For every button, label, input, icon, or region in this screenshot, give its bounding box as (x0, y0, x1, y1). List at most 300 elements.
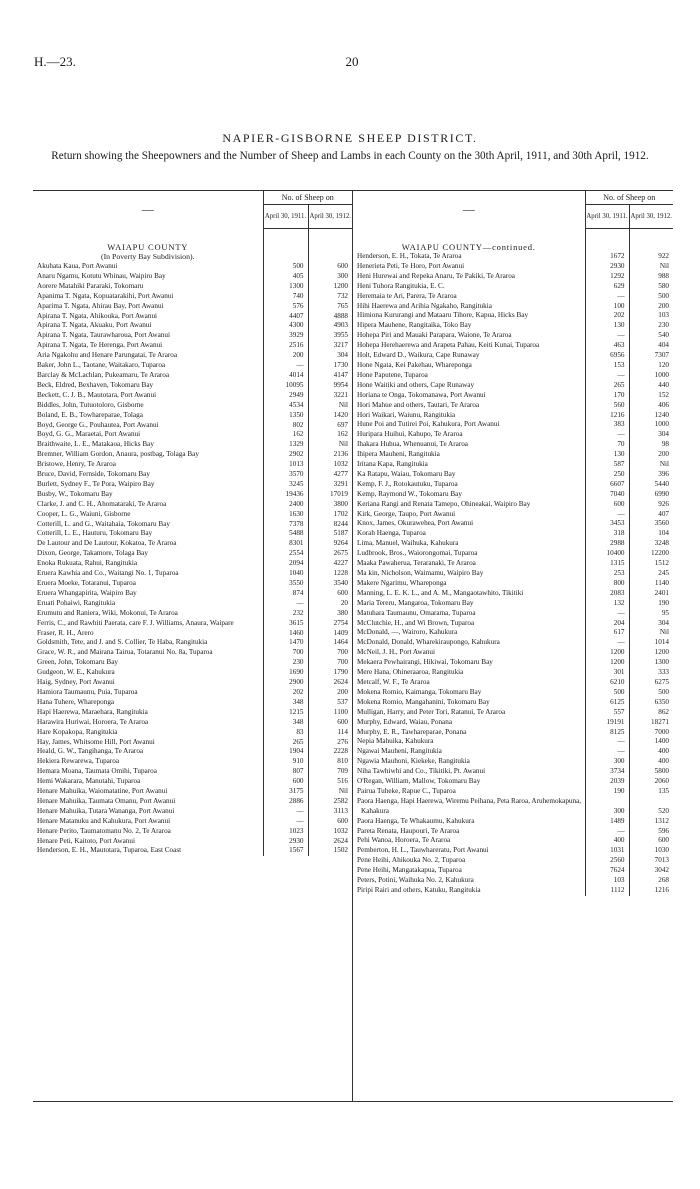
sheep-1911: 3615 (263, 619, 308, 629)
table-row (33, 569, 352, 579)
table-row (353, 757, 673, 767)
sheep-count-header: No. of Sheep on (585, 191, 673, 205)
owner-name: Kemp, Raymond W., Tokomaru Bay (357, 489, 462, 498)
table-row (33, 490, 352, 500)
table-row (353, 718, 673, 728)
sheep-1912: 152 (629, 391, 673, 401)
sheep-1912: 922 (629, 252, 673, 262)
table-row (33, 480, 352, 490)
owner-name: Green, John, Tokomaru Bay (37, 658, 119, 667)
year-1912-header: April 30, 1912. (629, 205, 673, 229)
sheep-1911: 1200 (585, 658, 629, 668)
owner-name: Apirana T. Ngata, Taurawharoua, Port Awanui (37, 331, 170, 340)
table-row (353, 381, 673, 391)
sheep-1912: 7000 (629, 728, 673, 738)
sheep-1912: 2624 (308, 837, 352, 847)
sheep-1911: 500 (263, 262, 308, 272)
sheep-1911: 7378 (263, 520, 308, 530)
sheep-1912: 400 (629, 757, 673, 767)
owner-name: Heald, G. W., Tangihanga, Te Araroa (37, 747, 144, 756)
owner-name: Biddles, John, Tutuotoloro, Gisborne (37, 400, 144, 409)
sheep-1911: 253 (585, 569, 629, 579)
sheep-1911: 2560 (585, 856, 629, 866)
table-row (353, 480, 673, 490)
table-row (33, 421, 352, 431)
page-number: 20 (345, 54, 359, 69)
sheep-1911: 70 (585, 440, 629, 450)
sheep-tables (33, 190, 673, 1102)
table-row (353, 371, 673, 381)
sheep-1911: 463 (585, 341, 629, 351)
table-row (353, 886, 673, 896)
table-row (33, 500, 352, 510)
sheep-1911: 383 (585, 420, 629, 430)
owner-name: Cooper, L. G., Waiuni, Gisborne (37, 509, 131, 518)
owner-name: Holt, Edward D., Waikura, Cape Runaway (357, 351, 480, 360)
owner-name: Baker, John L., Taotane, Waitakaro, Tuparoa (37, 361, 166, 370)
table-row (33, 549, 352, 559)
sheep-1912: 1409 (308, 629, 352, 639)
table-row (353, 510, 673, 520)
table-row (33, 529, 352, 539)
sheep-1912: 500 (629, 292, 673, 302)
sheep-1912: 537 (308, 698, 352, 708)
owner-name: Ka Ratapu, Waiau, Tokomaru Bay (357, 469, 456, 478)
owner-name: Barclay & McLachlan, Pukeamaru, Te Araroa (37, 370, 170, 379)
table-row (353, 589, 673, 599)
table-row (353, 341, 673, 351)
sheep-1912: 120 (629, 361, 673, 371)
sheep-1911: 557 (585, 708, 629, 718)
sheep-1912: 6350 (629, 698, 673, 708)
sheep-1911: 2930 (585, 262, 629, 272)
table-row (353, 846, 673, 856)
sheep-1912: 1200 (629, 648, 673, 658)
sheep-1911: 1329 (263, 440, 308, 450)
sheep-1911: 400 (585, 836, 629, 846)
owner-name: Beck, Eldred, Bexhaven, Tokomaru Bay (37, 380, 154, 389)
owner-name: Fraser, R. H., Arero (37, 628, 94, 637)
table-row (33, 361, 352, 371)
owner-name: Harawira Huriwai, Horoera, Te Araroa (37, 717, 149, 726)
sheep-1912: 4227 (308, 559, 352, 569)
sheep-1912: 304 (308, 351, 352, 361)
sheep-1912: 1240 (629, 411, 673, 421)
sheep-1912: 1702 (308, 510, 352, 520)
sheep-1911: 7040 (585, 490, 629, 500)
sheep-1912: 190 (629, 599, 673, 609)
table-row (33, 698, 352, 708)
sheep-1911: 4407 (263, 312, 308, 322)
sheep-1912: 697 (308, 421, 352, 431)
table-row (353, 777, 673, 787)
sheep-1912: 304 (629, 430, 673, 440)
sheep-1912: 380 (308, 609, 352, 619)
sheep-count-header: No. of Sheep on (263, 191, 352, 205)
owner-name: Eruera Kawhia and Co., Waitangi No. 1, Tuparoa (37, 569, 179, 578)
sheep-1912: 988 (629, 272, 673, 282)
sheep-1911: 4300 (263, 321, 308, 331)
sheep-1911: 1292 (585, 272, 629, 282)
owner-name: Mekaera Pewhairangi, Hikiwai, Tokomaru Bay (357, 658, 493, 667)
year-1911-header: April 30, 1911. (263, 205, 308, 229)
sheep-1911: 153 (585, 361, 629, 371)
sheep-1912: 1140 (629, 579, 673, 589)
sheep-1912: 862 (629, 708, 673, 718)
sheep-1912: 540 (629, 331, 673, 341)
sheep-1912: 3955 (308, 331, 352, 341)
sheep-1912: 3248 (629, 539, 673, 549)
sheep-1912: 3221 (308, 391, 352, 401)
sheep-1911: 3245 (263, 480, 308, 490)
owner-name: Hana Tuhere, Whareponga (37, 697, 115, 706)
sheep-1912: 3560 (629, 519, 673, 529)
county-heading: WAIAPU COUNTY—continued. (401, 242, 536, 252)
sheep-1912: 700 (308, 648, 352, 658)
sheep-1912: 5440 (629, 480, 673, 490)
sheep-1912: 1032 (308, 827, 352, 837)
sheep-1912: 404 (629, 341, 673, 351)
owner-name: Burlett, Sydney F., Te Pora, Waipiro Bay (37, 479, 155, 488)
owner-header: — (462, 202, 475, 217)
owner-name: Metcalf, W. F., Te Araroa (357, 677, 430, 686)
table-row (33, 629, 352, 639)
table-row (33, 292, 352, 302)
sheep-1912: 516 (308, 777, 352, 787)
sheep-1912: 7307 (629, 351, 673, 361)
sheep-1912: 114 (308, 728, 352, 738)
sheep-1911: 6125 (585, 698, 629, 708)
owner-name: Murphy, E. R., Tawhareparae, Ponana (357, 727, 467, 736)
owner-name: Haig, Sydney, Port Awanui (37, 678, 115, 687)
sheep-1912: 1030 (629, 846, 673, 856)
sheep-1911: — (585, 430, 629, 440)
table-row (353, 638, 673, 648)
sheep-1912: 407 (629, 510, 673, 520)
table-row (33, 837, 352, 847)
sheep-1912: 926 (629, 500, 673, 510)
sheep-1912: 3042 (629, 866, 673, 876)
sheep-1912: 2675 (308, 549, 352, 559)
sheep-1912: 580 (629, 282, 673, 292)
sheep-1911: 204 (585, 619, 629, 629)
sheep-1912: 98 (629, 440, 673, 450)
table-row (33, 668, 352, 678)
sheep-1912: 1014 (629, 638, 673, 648)
sheep-1912: Nil (629, 628, 673, 638)
sheep-1912: Nil (308, 787, 352, 797)
right-table (353, 191, 673, 896)
sheep-1911: 265 (263, 738, 308, 748)
sheep-1911: 1489 (585, 817, 629, 827)
sheep-1911: 19191 (585, 718, 629, 728)
sheep-1912: 732 (308, 292, 352, 302)
sheep-1911: 132 (585, 599, 629, 609)
owner-name: Henare Perito, Taumatomanu No. 2, Te Araroa (37, 826, 171, 835)
sheep-1912: 95 (629, 609, 673, 619)
sheep-1911: 348 (263, 698, 308, 708)
sheep-1911: — (585, 510, 629, 520)
sheep-1912: 104 (629, 529, 673, 539)
sheep-1912: 18271 (629, 718, 673, 728)
sheep-1912: 6990 (629, 490, 673, 500)
owner-name: Hune Poi and Tutirei Poi, Kahukura, Port Awanui (357, 420, 500, 429)
table-row (33, 579, 352, 589)
sheep-1912: 600 (308, 262, 352, 272)
page-reference: H.—23. (34, 54, 76, 69)
table-row (33, 797, 352, 807)
sheep-1911: 3550 (263, 579, 308, 589)
owner-name: Ngawia Mauhoni, Kiekeke, Rangitukia (357, 757, 470, 766)
owner-name: Pehi Wanoa, Horoera, Te Araroa (357, 836, 451, 845)
sheep-1912: 2401 (629, 589, 673, 599)
table-row (33, 321, 352, 331)
sheep-1911: 190 (585, 787, 629, 797)
owner-name: Pene Heihi, Mangatakapua, Tuparoa (357, 866, 462, 875)
sheep-1912: 304 (629, 619, 673, 629)
table-row (353, 420, 673, 430)
owner-name: Boyd, George G., Pouhautea, Port Awanui (37, 420, 159, 429)
sheep-1912: 2060 (629, 777, 673, 787)
sheep-1912: 1100 (308, 708, 352, 718)
owner-name: Mulligan, Harry, and Peter Tori, Ratanui, Te Araroa (357, 707, 506, 716)
sheep-1911: 740 (263, 292, 308, 302)
sheep-1911: 600 (585, 500, 629, 510)
table-row (353, 559, 673, 569)
owner-name: Lima, Manuel, Waihuka, Kahukura (357, 539, 459, 548)
table-row (33, 411, 352, 421)
table-row (33, 827, 352, 837)
owner-name: Bristowe, Henry, Te Araroa (37, 460, 116, 469)
sheep-1912: 2754 (308, 619, 352, 629)
sheep-1911: 1460 (263, 629, 308, 639)
sheep-1911: — (263, 599, 308, 609)
sheep-1912: 1730 (308, 361, 352, 371)
sheep-1912: 162 (308, 430, 352, 440)
sheep-1912: 440 (629, 381, 673, 391)
table-row (353, 519, 673, 529)
sheep-1912: 4888 (308, 312, 352, 322)
sheep-1911: — (585, 331, 629, 341)
sheep-1912: 600 (629, 836, 673, 846)
sheep-1912: 6275 (629, 678, 673, 688)
sheep-1911: 874 (263, 589, 308, 599)
table-row (33, 648, 352, 658)
owner-name: Hare Kopakopa, Rangitukia (37, 727, 118, 736)
sheep-1912: 276 (308, 738, 352, 748)
sheep-1911: 3929 (263, 331, 308, 341)
owner-name: Hamiora Taumaunu, Puia, Tuparoa (37, 687, 138, 696)
owner-name: Anaru Ngamu, Kotutu Whinau, Waipiro Bay (37, 271, 166, 280)
owner-name: Heni Hurewai and Repeka Anaru, Te Pakiki, Te Araroa (357, 271, 515, 280)
sheep-1911: 202 (263, 688, 308, 698)
owner-name: Henare Peti, Kaitoto, Port Awanui (37, 836, 135, 845)
owner-name: Paora Haenga, Hapi Haerewa, Wiremu Peihana, Peta Raroa, Aruhemokapuna, Kahakura (357, 796, 582, 815)
sheep-1912: 520 (629, 797, 673, 817)
table-row (33, 381, 352, 391)
sheep-1911: 162 (263, 430, 308, 440)
table-row (33, 351, 352, 361)
sheep-1912: 3800 (308, 500, 352, 510)
owner-name: Maria Tereru, Mangaroa, Tokomaru Bay (357, 598, 474, 607)
owner-name: Braithwaite, L. E., Matakaoa, Hicks Bay (37, 440, 154, 449)
sheep-1912: 300 (308, 272, 352, 282)
table-row (353, 698, 673, 708)
table-row (353, 302, 673, 312)
sheep-1912: 1200 (308, 282, 352, 292)
table-row (353, 351, 673, 361)
owner-name: Hohepa Herehaerewa and Arapeta Pahau, Keiti Kunai, Tuparoa (357, 341, 540, 350)
table-row (353, 668, 673, 678)
sheep-1911: 700 (263, 648, 308, 658)
sheep-1911: 800 (585, 579, 629, 589)
table-row (353, 866, 673, 876)
owner-name: Peters, Potini, Waihuka No. 2, Kahukura (357, 876, 474, 885)
sheep-1912: 20 (308, 599, 352, 609)
sheep-1912: 12200 (629, 549, 673, 559)
owner-name: Eruera Whangapirita, Waipiro Bay (37, 588, 137, 597)
sheep-1912: 500 (629, 688, 673, 698)
table-row (353, 450, 673, 460)
sheep-1911: 202 (585, 311, 629, 321)
owner-name: Ferris, C., and Rawhiti Paerata, care F. J. Williams, Anaura, Waipare (37, 618, 234, 627)
sheep-1912: 1228 (308, 569, 352, 579)
sheep-1912: 4277 (308, 470, 352, 480)
table-row (353, 569, 673, 579)
sheep-1912: 1512 (629, 559, 673, 569)
sheep-1911: 8301 (263, 539, 308, 549)
sheep-1912: 1032 (308, 460, 352, 470)
owner-name: Hone Paputene, Tuparoa (357, 370, 428, 379)
table-row (33, 747, 352, 757)
sheep-1911: — (585, 747, 629, 757)
table-row (33, 757, 352, 767)
owner-name: Hemi Wakarara, Manutahi, Tuparoa (37, 777, 141, 786)
table-row (33, 658, 352, 668)
sheep-1911: 2400 (263, 500, 308, 510)
sheep-1911: 103 (585, 876, 629, 886)
sheep-1911: 1567 (263, 846, 308, 856)
table-row (353, 460, 673, 470)
sheep-1911: 250 (585, 470, 629, 480)
owner-name: Hone Ngata, Kei Pakehau, Whareponga (357, 360, 472, 369)
sheep-1912: 200 (629, 450, 673, 460)
owner-name: Boland, E. B., Towhareparae, Tolaga (37, 410, 143, 419)
sheep-1912: 600 (308, 589, 352, 599)
sheep-1912: 1000 (629, 420, 673, 430)
sheep-1912: 135 (629, 787, 673, 797)
table-row (33, 460, 352, 470)
sheep-1912: 7013 (629, 856, 673, 866)
sheep-1911: — (585, 638, 629, 648)
table-row (33, 708, 352, 718)
owner-name: Huripara Huihui, Kahupo, Te Araroa (357, 430, 463, 439)
sheep-1911: 265 (585, 381, 629, 391)
sheep-1912: 1216 (629, 886, 673, 896)
owner-name: Mere Hana, Ohineraaroa, Rangitukia (357, 668, 464, 677)
year-1912-header: April 30, 1912. (308, 205, 352, 229)
table-row (353, 708, 673, 718)
table-row (33, 738, 352, 748)
owner-name: Manning, L. E. K. L., and A. M., Mangaotawhito, Tikitiki (357, 588, 524, 597)
owner-name: Horiana te Onga, Tokomanawa, Port Awanui (357, 390, 486, 399)
table-row (353, 311, 673, 321)
sheep-1911: 300 (585, 797, 629, 817)
sheep-1911: 130 (585, 321, 629, 331)
sheep-1912: 103 (629, 311, 673, 321)
sheep-1911: 2988 (585, 539, 629, 549)
table-row (33, 718, 352, 728)
table-row (33, 272, 352, 282)
sheep-1911: 1672 (585, 252, 629, 262)
sheep-1911: 4534 (263, 401, 308, 411)
owner-name: Henerieta Peti, Te Horo, Port Awanui (357, 261, 465, 270)
owner-name: Hipera Mauhene, Rangitaika, Toko Bay (357, 321, 472, 330)
table-row (353, 609, 673, 619)
table-row (353, 579, 673, 589)
sheep-1912: 245 (629, 569, 673, 579)
table-row (353, 490, 673, 500)
table-row (353, 529, 673, 539)
sheep-1911: 576 (263, 302, 308, 312)
table-row (33, 787, 352, 797)
owner-name: Maaka Pawaherua, Teraranaki, Te Araroa (357, 559, 476, 568)
owner-name: Henare Mahuika, Tutara Wananga, Port Awanui (37, 806, 175, 815)
owner-name: Heremaia te Ari, Parera, Te Araroa (357, 291, 457, 300)
table-row (353, 361, 673, 371)
sheep-1912: 3291 (308, 480, 352, 490)
owner-name: Ludbrook, Bros., Waiorongomai, Tuparoa (357, 549, 478, 558)
sheep-1912: 3540 (308, 579, 352, 589)
sheep-1911: 2094 (263, 559, 308, 569)
sheep-1912: 2624 (308, 678, 352, 688)
sheep-1911: — (585, 609, 629, 619)
table-row (353, 500, 673, 510)
owner-name: Henare Mahuika, Taumata Omanu, Port Awanui (37, 796, 176, 805)
sheep-1911: 1630 (263, 510, 308, 520)
sheep-1912: 406 (629, 401, 673, 411)
sheep-1912: 1464 (308, 638, 352, 648)
sheep-1911: 807 (263, 767, 308, 777)
sheep-1912: 200 (629, 302, 673, 312)
table-row (33, 440, 352, 450)
owner-name: Murphy, Edward, Waiau, Ponana (357, 717, 453, 726)
sheep-1912: 810 (308, 757, 352, 767)
sheep-1912: 8244 (308, 520, 352, 530)
table-row (33, 401, 352, 411)
owner-name: Nepia Mahuika, Kahukura (357, 737, 434, 746)
owner-name: Busby, W., Tokomaru Bay (37, 489, 113, 498)
sheep-1911: — (263, 807, 308, 817)
sheep-1912: Nil (308, 401, 352, 411)
table-row (353, 391, 673, 401)
owner-name: Hihi Haerewa and Arihia Ngakaho, Rangitukia (357, 301, 492, 310)
sheep-1911: 405 (263, 272, 308, 282)
owner-name: Aria Ngakohu and Henare Parungatai, Te Araroa (37, 351, 178, 360)
sheep-1912: 4903 (308, 321, 352, 331)
owner-name: Iritana Kapa, Rangitukia (357, 460, 428, 469)
owner-name: Ma kin, Nicholson, Waimamu, Waipiro Bay (357, 569, 484, 577)
owner-name: Pemberton, H. L., Tauwhareratu, Port Awanui (357, 846, 489, 855)
sheep-1911: 600 (263, 777, 308, 787)
table-row (33, 470, 352, 480)
owner-name: Grace, W. R., and Mairana Tairua, Totaranui No. 8a, Tuparoa (37, 648, 213, 657)
owner-name: Boyd, G. G., Maraetai, Port Awanui (37, 430, 141, 439)
owner-name: Akuhata Kaua, Port Awanui (37, 262, 118, 270)
table-row (353, 272, 673, 282)
table-row (33, 302, 352, 312)
table-row (33, 539, 352, 549)
